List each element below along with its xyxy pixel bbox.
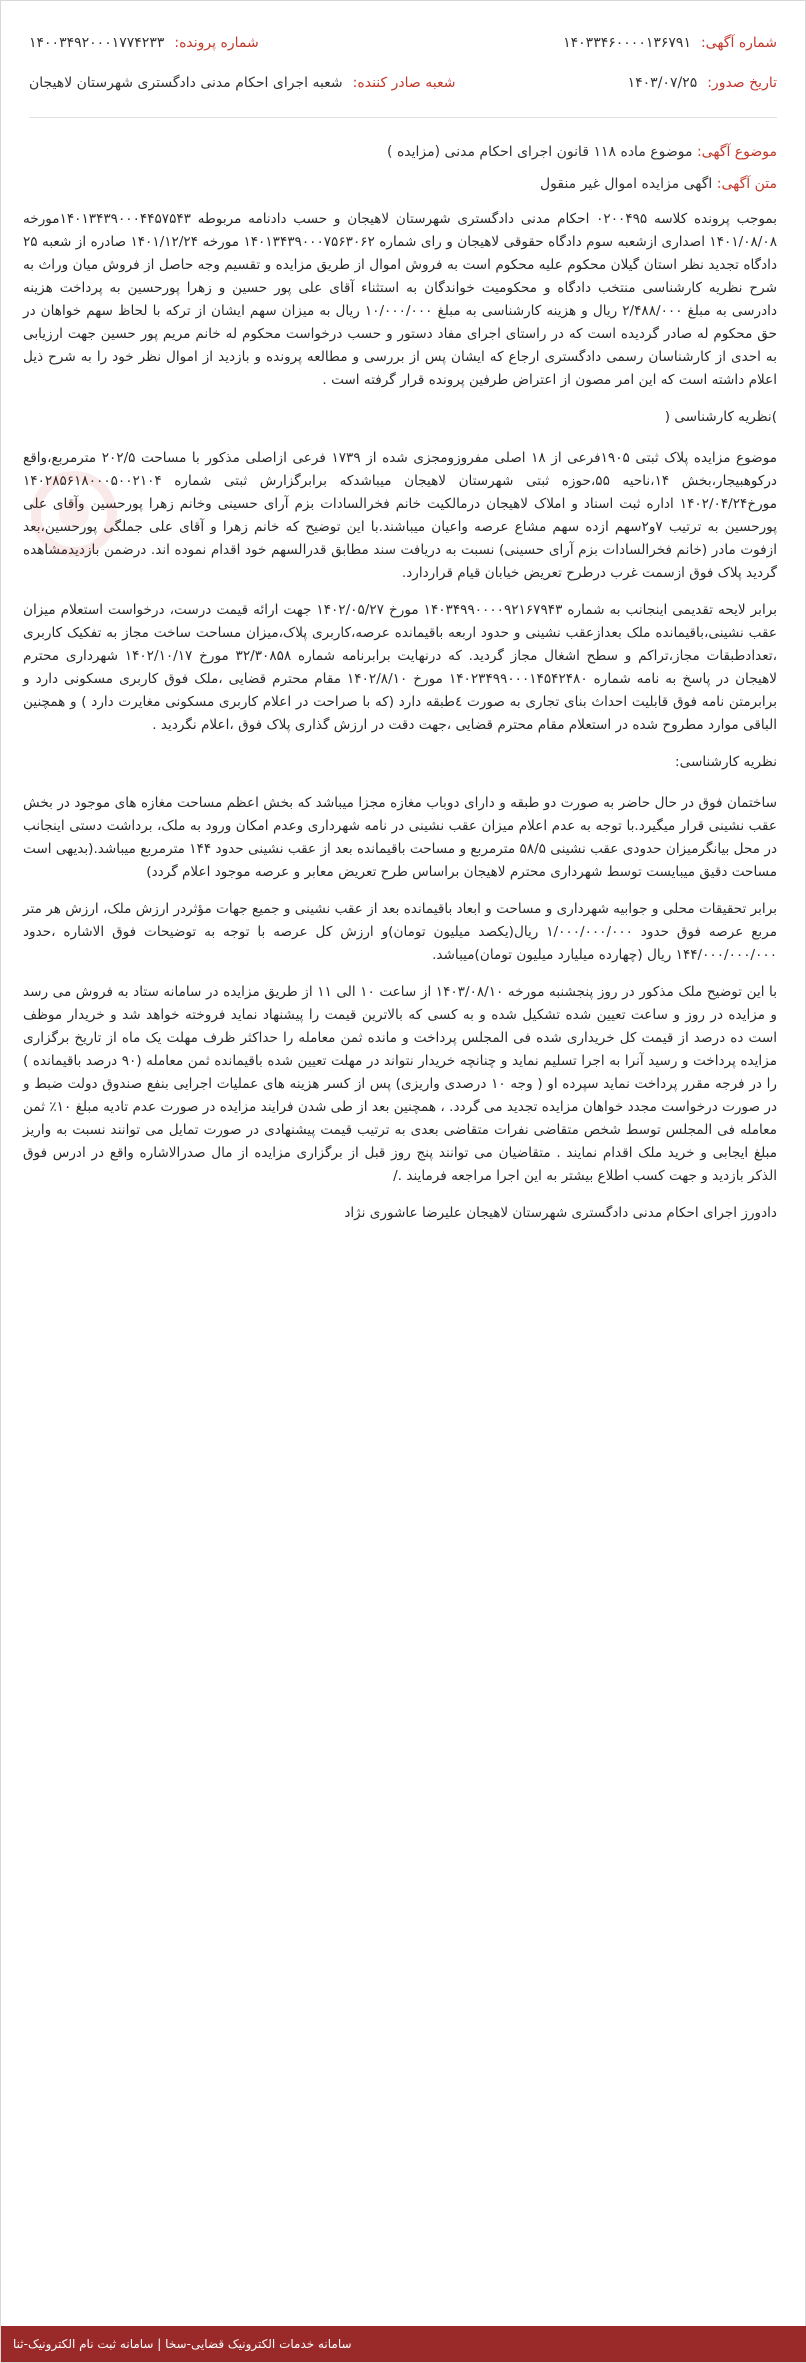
body-paragraph-4: برابر لایحه تقدیمی اینجانب به شماره ۱۴۰۳۴۹۹۰۰۰۰۹۲۱۶۷۹۴۳ مورخ ۱۴۰۲/۰۵/۲۷ جهت ارائه قیمت درست، درخواست استعلام میزان عقب نشینی،باقیمانده ملک بعدازعقب نشینی و حدود اربعه باقیمانده عرصه،کاربری پلاک،میزان مساحت ساخت مجاز به تفکیک کاربری ،تعدادطبقات مجاز،تراکم و سطح اشغال مجاز گردید. که درنهایت برابرنامه شماره ۳۲/۳۰۸۵۸ مورخ ۱۴۰۲/۱۰/۱۷ شهرداری محترم لاهیجان در پاسخ به نامه شماره ۱۴۰۲۳۴۹۹۰۰۰۱۴۵۴۲۴۸۰ مورخ ۱۴۰۲/۸/۱۰ مقام محترم قضایی ،ملک فوق کاربری مسکونی دارد و برابرمتن نامه فوق قابلیت احداث بنای تجاری به صورت ٤طبقه دارد (که با صراحت در اعلام کاربری مسکونی مغایرت دارد ) و همچنین الباقی موارد مطروح شده در استعلام مقام محترم قضایی ،جهت دقت در ارزش گذاری پلاک فوق ،اعلام نگردید . (23, 602, 778, 733)
header-row-2 (29, 63, 777, 103)
text-title-row (29, 176, 777, 192)
case-number-value: ۱۴۰۰۳۴۹۲۰۰۰۱۷۷۴۲۳۳ (29, 35, 165, 51)
expert-opinion-label: نظریه کارشناسی: (675, 754, 777, 770)
ad-meta (1, 118, 805, 192)
case-number-label: شماره پرونده: (174, 35, 259, 51)
subject-row (29, 144, 777, 160)
issue-date-field (628, 75, 777, 91)
footer-text: سامانه خدمات الکترونیک قضایی-سخا | سامانه ثبت نام الکترونیک-ثنا (13, 2337, 352, 2351)
ad-number-field (563, 35, 777, 51)
issuer-value: شعبه اجرای احکام مدنی دادگستری شهرستان لاهیجان (29, 75, 343, 91)
ad-number-value: ۱۴۰۳۳۴۶۰۰۰۰۱۳۶۷۹۱ (563, 35, 691, 51)
text-label: متن آگهی: (716, 176, 777, 192)
body-paragraph-6: ساختمان فوق در حال حاضر به صورت دو طبقه و دارای دوباب مغازه مجزا میباشد که بخش اعظم مساحت مغازه های موجود در بخش عقب نشینی قرار میگیرد.با توجه به عدم اعلام میزان عقب نشینی در نامه شهرداری وعدم امکان ورود به ملک، برداشت دستی اینجانب در محل بیانگرمیزان حدودی عقب نشینی ۵۸/۵ مترمربع و مساحت باقیمانده بعد از عقب نشینی حدود ۱۴۴ مترمربع میباشد.(بدیهی است مساحت دقیق میبایست توسط شهرداری محترم لاهیجان براساس طرح تعریض معابر و عرصه موجود اعلام گردد) (23, 795, 777, 880)
header-row-1 (29, 23, 777, 63)
ad-header (1, 1, 805, 118)
body-paragraph-3: موضوع مزایده پلاک ثبتی ۱۹۰۵فرعی از ۱۸ اصلی مفروزومجزی شده از ۱۷۳۹ فرعی ازاصلی مذکور با مساحت ۲۰۲/۵ مترمربع،واقع درکوهبیجار،بخش ۱۴،ناحیه ۵۵،حوزه ثبتی شهرستان لاهیجان میباشدکه برابرگزارش ثبتی شماره ۱۴۰۲۸۵۶۱۸۰۰۰۵۰۰۲۱۰۴ مورخ۱۴۰۲/۰۴/۲۴ اداره ثبت اسناد و املاک لاهیجان درمالکیت خانم فخرالسادات بزم آرای حسینی وخانم زهرا پورحسین وآقای علی پورحسین به ترتیب ۷و۲سهم ازده سهم مشاع عرصه واعیان میباشند.با این توضیح که خانم زهرا و آقای علی جملگی پورحسین،بعد ازفوت مادر (خانم فخرالسادات بزم آرای حسینی) نسبت به دریافت سند مطابق قدرالسهم خود اقدام نموده اند. درضمن بازدیدمشاهده گردید پلاک فوق ازسمت غرب درطرح تعریض خیابان قیام قراردارد. (23, 450, 778, 581)
subject-label: موضوع آگهی: (696, 144, 777, 160)
ad-body (1, 208, 805, 1225)
issue-date-value: ۱۴۰۳/۰۷/۲۵ (627, 75, 698, 91)
issuer-field (29, 75, 455, 91)
footer-bar (1, 2326, 806, 2362)
ad-number-label: شماره آگهی: (700, 35, 777, 51)
body-paragraph-8: با این توضیح ملک مذکور در روز پنجشنبه مورخه ۱۴۰۳/۰۸/۱۰ از ساعت ۱۰ الی ۱۱ از طریق مزایده در سامانه ستاد به فروش می رسد و مزایده در روز و ساعت تعیین شده تشکیل شده و به کسی که بالاترین قیمت را پیشنهاد نماید فروخته خواهد شد و خریدار موظف است ده درصد از قیمت کل خریداری شده فی المجلس پرداخت و مانده ثمن معامله را حداکثر ظرف مهلت یک ماه از تاریخ برگزاری مزایده پرداخت و رسید آنرا به اجرا تسلیم نماید و چنانچه خریدار نتواند در مهلت تعیین شده باقیمانده ثمن معامله (۹۰ درصد باقیمانده ) را در فرجه مقرر پرداخت نماید سپرده او ( وجه ۱۰ درصدی واریزی) پس از کسر هزینه های عملیات اجرایی بنفع صندوق دولت ضبط و در صورت درخواست مجدد خواهان مزایده تجدید می گردد. ، همچنین بعد از طی شدن فرایند مزایده در صورت عدم تادیه مبلغ ۱۰٪ ثمن معامله فی المجلس توسط شخص متقاضی نفرات متقاضی بعدی به ترتیب قیمت پیشنهادی در صورت تمایل می توانند نسبت به واریز مبلغ ایجابی و خرید ملک اقدام نمایند . متقاضیان می توانند پنج روز قبل از برگزاری مزایده از مال صدرالاشاره واقع در ادرس فوق الذکر بازدید و جهت کسب اطلاع بیشتر به این اجرا مراجعه فرمایند ./ (23, 984, 778, 1184)
text-title: اگهی مزایده اموال غیر منقول (539, 176, 713, 192)
body-paragraph-7: برابر تحقیقات محلی و جوابیه شهرداری و مساحت و ابعاد باقیمانده بعد از عقب نشینی و جمیع جهات مؤثردر ارزش ملک، ارزش هر متر مربع عرصه فوق حدود ۱/۰۰۰/۰۰۰/۰۰۰ ریال(یکصد میلیون تومان)و ارزش کل عرصه با توجه به توضیحات فوق الاشاره ،حدود ۱۴۴/۰۰۰/۰۰۰/۰۰۰ ریال (چهارده میلیارد میلیون تومان)میباشد. (23, 901, 777, 963)
subject-value: موضوع ماده ۱۱۸ قانون اجرای احکام مدنی (مزایده ) (387, 144, 693, 160)
signature-line: دادورز اجرای احکام مدنی دادگستری شهرستان لاهیجان علیرضا عاشوری نژاد (344, 1205, 777, 1221)
expert-opinion-heading: )نظریه کارشناسی ( (664, 409, 777, 425)
body-paragraph-1: بموجب پرونده کلاسه ۰۲۰۰۴۹۵ احکام مدنی دادگستری شهرستان لاهیجان و حسب دادنامه مربوطه ۱۴۰۱۳۴۳۹۰۰۰۴۴۵۷۵۴۳مورخه ۱۴۰۱/۰۸/۰۸ اصداری ازشعبه سوم دادگاه حقوقی لاهیجان و رای شماره ۱۴۰۱۳۴۳۹۰۰۰۷۵۶۳۰۶۲ مورخه ۱۴۰۱/۱۲/۲۴ صادره از شعبه ۲۵ دادگاه تجدید نظر استان گیلان محکوم علیه محکوم است به فروش اموال از طریق مزایده و تقسیم وجه حاصل از فروش میان وراث به شرح نظریه کارشناسی منتخب دادگاه و محکومیت خواندگان به استثناء آقای علی پور حسین و زهرا پورحسین به پرداخت هزینه دادرسی به مبلغ ۲/۴۸۸/۰۰۰ ریال و هزینه کارشناسی به مبلغ ۱۰/۰۰۰/۰۰۰ ریال به میزان سهم ایشان از ترکه با لحاظ سهم خواهان در حق محکوم له صادر گردیده است که در راستای اجرای مفاد دستور و حسب درخواست محکوم له خانم مریم پور حسین جهت ارزیابی به احدی از کارشناسان رسمی دادگستری ارجاع که ایشان پس از بررسی و مطالعه پرونده و بازدید از اموال نظر خود را به شرح ذیل اعلام داشته است که این امر مصون از اعتراض طرفین پرونده قرار گرفته است . (23, 211, 777, 388)
case-number-field (29, 35, 259, 51)
faded-seal-watermark (31, 471, 117, 557)
issue-date-label: تاریخ صدور: (707, 75, 777, 91)
issuer-label: شعبه صادر کننده: (352, 75, 456, 91)
